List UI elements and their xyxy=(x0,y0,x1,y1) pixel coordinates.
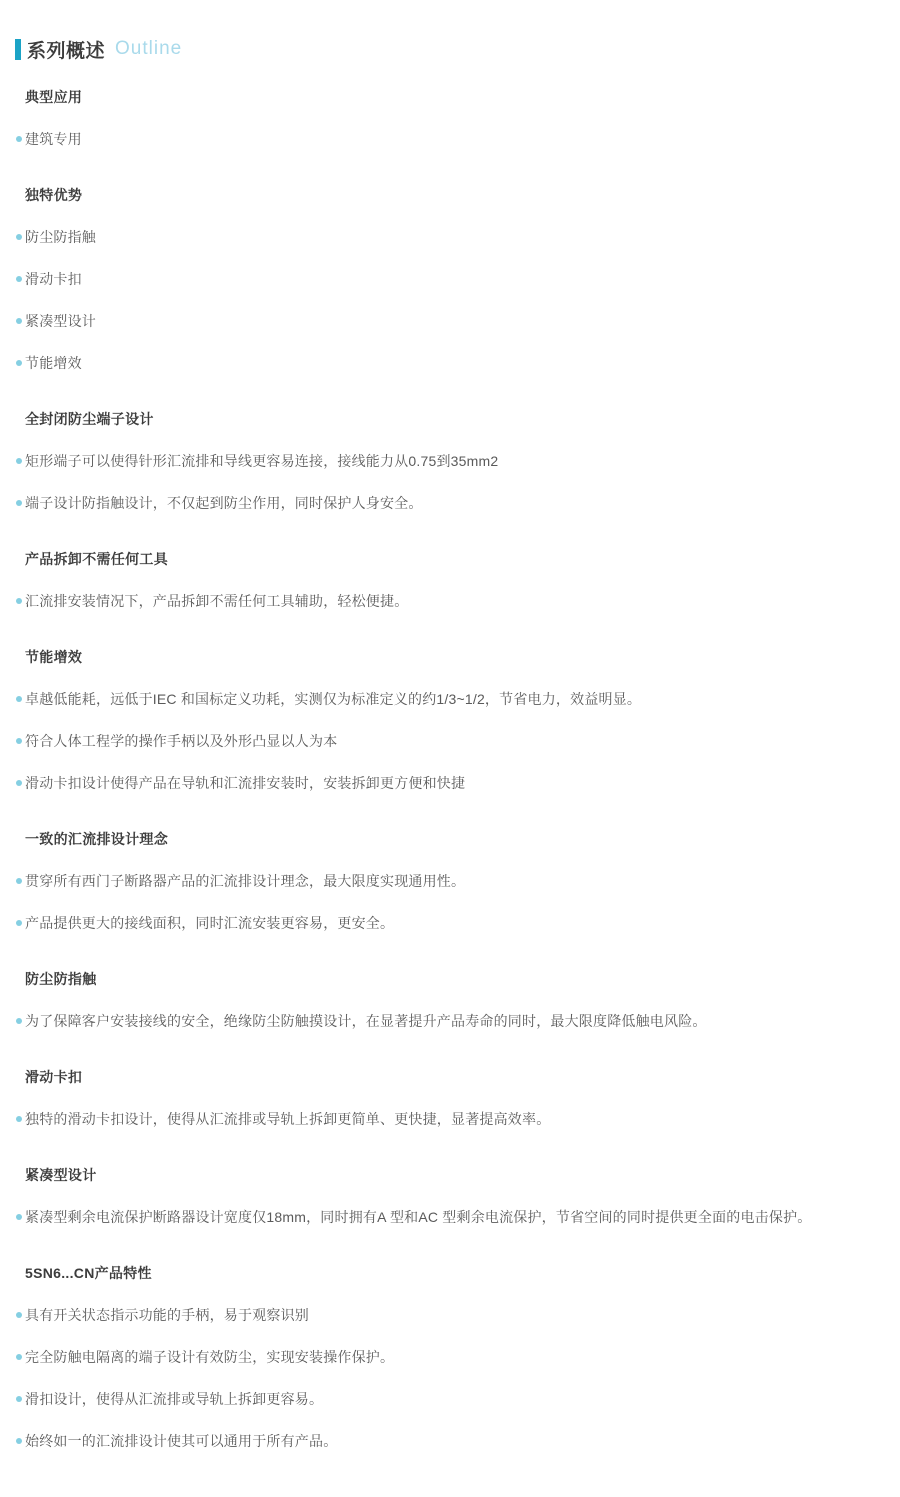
list-item xyxy=(0,690,900,708)
bullet-icon xyxy=(16,696,22,702)
section-unique-advantages xyxy=(0,186,900,372)
list-item xyxy=(0,452,900,470)
bullet-text: 节能增效 xyxy=(25,355,82,371)
bullet-list xyxy=(0,1306,900,1450)
bullet-list xyxy=(0,872,900,932)
bullet-icon xyxy=(16,500,22,506)
page-title-cn: 系列概述 xyxy=(27,40,106,62)
section-consistent-busbar-design xyxy=(0,830,900,932)
section-heading: 紧凑型设计 xyxy=(25,1167,97,1183)
bullet-list xyxy=(0,690,900,792)
bullet-icon xyxy=(16,920,22,926)
bullet-icon xyxy=(16,1354,22,1360)
bullet-icon xyxy=(16,360,22,366)
section-heading: 一致的汇流排设计理念 xyxy=(25,831,168,847)
bullet-text: 完全防触电隔离的端子设计有效防尘，实现安装操作保护。 xyxy=(25,1349,395,1365)
section-dust-touch-protection xyxy=(0,970,900,1030)
section-sliding-clip xyxy=(0,1068,900,1128)
list-item xyxy=(0,354,900,372)
bullet-icon xyxy=(16,1018,22,1024)
section-heading: 典型应用 xyxy=(25,89,83,105)
bullet-text: 始终如一的汇流排设计使其可以通用于所有产品。 xyxy=(25,1433,338,1449)
list-item xyxy=(0,1110,900,1128)
section-heading: 滑动卡扣 xyxy=(25,1069,83,1085)
bullet-text: 矩形端子可以使得针形汇流排和导线更容易连接，接线能力从0.75到35mm2 xyxy=(25,453,499,469)
sections-container xyxy=(0,88,900,1450)
bullet-list xyxy=(0,130,900,148)
section-heading: 防尘防指触 xyxy=(25,971,97,987)
bullet-icon xyxy=(16,598,22,604)
page-title xyxy=(15,36,900,62)
list-item xyxy=(0,312,900,330)
bullet-icon xyxy=(16,780,22,786)
list-item xyxy=(0,732,900,750)
list-item xyxy=(0,130,900,148)
list-item xyxy=(0,774,900,792)
list-item xyxy=(0,494,900,512)
list-item xyxy=(0,1208,900,1226)
section-5sn6-cn-features xyxy=(0,1264,900,1450)
list-item xyxy=(0,1012,900,1030)
bullet-text: 产品提供更大的接线面积，同时汇流安装更容易，更安全。 xyxy=(25,915,395,931)
list-item xyxy=(0,1306,900,1324)
bullet-icon xyxy=(16,276,22,282)
bullet-icon xyxy=(16,458,22,464)
bullet-text: 为了保障客户安装接线的安全，绝缘防尘防触摸设计，在显著提升产品寿命的同时，最大限度降低触电风险。 xyxy=(25,1013,707,1029)
accent-bar-icon xyxy=(15,39,21,60)
bullet-text: 卓越低能耗，远低于IEC 和国标定义功耗，实测仅为标准定义的约1/3~1/2，节省电力，效益明显。 xyxy=(25,691,642,707)
list-item xyxy=(0,914,900,932)
list-item xyxy=(0,228,900,246)
bullet-text: 贯穿所有西门子断路器产品的汇流排设计理念，最大限度实现通用性。 xyxy=(25,873,466,889)
bullet-icon xyxy=(16,1396,22,1402)
bullet-text: 建筑专用 xyxy=(25,131,82,147)
bullet-list xyxy=(0,1110,900,1128)
list-item xyxy=(0,1390,900,1408)
bullet-list xyxy=(0,1208,900,1226)
bullet-icon xyxy=(16,318,22,324)
section-tool-free-removal xyxy=(0,550,900,610)
bullet-text: 独特的滑动卡扣设计，使得从汇流排或导轨上拆卸更简单、更快捷，显著提高效率。 xyxy=(25,1111,551,1127)
section-heading: 产品拆卸不需任何工具 xyxy=(25,551,168,567)
page-title-en: Outline xyxy=(115,38,183,59)
bullet-list xyxy=(0,1012,900,1030)
bullet-list xyxy=(0,592,900,610)
bullet-text: 符合人体工程学的操作手柄以及外形凸显以人为本 xyxy=(25,733,338,749)
bullet-text: 滑动卡扣 xyxy=(25,271,82,287)
list-item xyxy=(0,872,900,890)
bullet-text: 紧凑型剩余电流保护断路器设计宽度仅18mm，同时拥有A 型和AC 型剩余电流保护，节省空间的同时提供更全面的电击保护。 xyxy=(25,1209,812,1225)
section-energy-saving xyxy=(0,648,900,792)
bullet-icon xyxy=(16,738,22,744)
section-heading: 独特优势 xyxy=(25,187,83,203)
bullet-icon xyxy=(16,1438,22,1444)
section-compact-design xyxy=(0,1166,900,1226)
bullet-icon xyxy=(16,234,22,240)
list-item xyxy=(0,270,900,288)
section-typical-applications xyxy=(0,88,900,148)
bullet-text: 紧凑型设计 xyxy=(25,313,96,329)
bullet-text: 滑扣设计，使得从汇流排或导轨上拆卸更容易。 xyxy=(25,1391,324,1407)
section-sealed-terminal-design xyxy=(0,410,900,512)
list-item xyxy=(0,1432,900,1450)
bullet-text: 防尘防指触 xyxy=(25,229,96,245)
section-heading: 全封闭防尘端子设计 xyxy=(25,411,154,427)
bullet-text: 具有开关状态指示功能的手柄，易于观察识别 xyxy=(25,1307,309,1323)
list-item xyxy=(0,592,900,610)
bullet-icon xyxy=(16,1116,22,1122)
bullet-text: 端子设计防指触设计，不仅起到防尘作用，同时保护人身安全。 xyxy=(25,495,423,511)
bullet-list xyxy=(0,228,900,372)
bullet-text: 汇流排安装情况下，产品拆卸不需任何工具辅助，轻松便捷。 xyxy=(25,593,409,609)
section-heading: 5SN6...CN产品特性 xyxy=(25,1265,152,1281)
bullet-list xyxy=(0,452,900,512)
bullet-icon xyxy=(16,136,22,142)
bullet-icon xyxy=(16,878,22,884)
bullet-icon xyxy=(16,1214,22,1220)
list-item xyxy=(0,1348,900,1366)
bullet-icon xyxy=(16,1312,22,1318)
bullet-text: 滑动卡扣设计使得产品在导轨和汇流排安装时，安装拆卸更方便和快捷 xyxy=(25,775,466,791)
section-heading: 节能增效 xyxy=(25,649,83,665)
